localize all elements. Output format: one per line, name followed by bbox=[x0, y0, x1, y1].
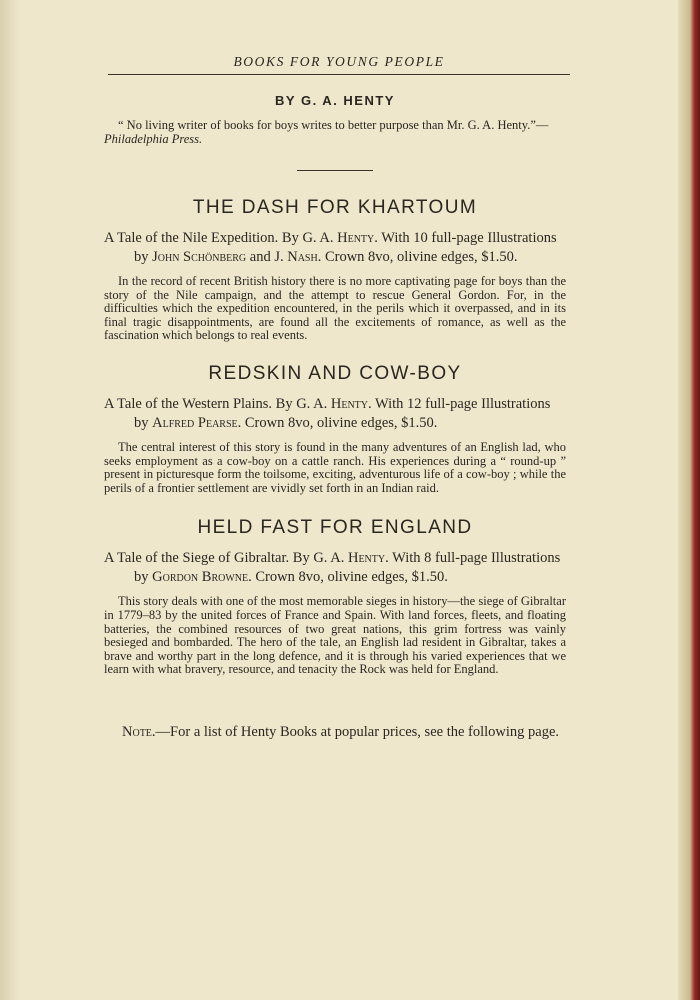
press-quote bbox=[104, 118, 566, 146]
author-name: Henty bbox=[330, 395, 368, 412]
page-gutter-shadow bbox=[0, 0, 20, 1000]
running-head: BOOKS FOR YOUNG PEOPLE bbox=[108, 54, 570, 75]
note-text: —For a list of Henty Books at popular prices, see the following page. bbox=[155, 723, 560, 740]
book-summary: In the record of recent British history there is no more captivating page for boys than the story of the Nile campaign, and the attempt to rescue General Gordon. For, in the difficulties which the expedition encountered, in the perils which it overpassed, and in its final tragic disappointments, are found all the excitements of romance, as well as the fascination which belongs to real events. bbox=[104, 274, 566, 343]
book-edge bbox=[678, 0, 700, 1000]
quote-text: “ No living writer of books for boys writes to better purpose than Mr. G. A. Henty.”— bbox=[118, 118, 549, 132]
book-title: HELD FAST FOR ENGLAND bbox=[197, 517, 473, 539]
illustrator-name: Alfred Pearse bbox=[152, 414, 238, 431]
book-description: A Tale of the Nile Expedition. By G. A. Henty. With 10 full-page Illustrations by John Schönberg and J. Nash. Crown 8vo, olivine edges, $1.50. bbox=[104, 230, 557, 265]
page-content bbox=[104, 54, 566, 742]
author-name: Henty bbox=[347, 550, 386, 567]
book-entry-held-fast-for-england bbox=[104, 517, 566, 677]
book-title: THE DASH FOR KHARTOUM bbox=[192, 197, 478, 218]
note-label: Note. bbox=[122, 723, 156, 740]
illustrator-name: Gordon Browne bbox=[152, 569, 249, 586]
book-entry-dash-for-khartoum bbox=[104, 197, 566, 343]
author-heading: BY G. A. HENTY bbox=[275, 93, 395, 108]
book-description: A Tale of the Western Plains. By G. A. Henty. With 12 full-page Illustrations by Alfred Pearse. Crown 8vo, olivine edges, $1.50. bbox=[104, 395, 551, 431]
footnote bbox=[108, 723, 566, 742]
author-name: Henty bbox=[337, 230, 375, 246]
book-summary: The central interest of this story is found in the many adventures of an English lad, who seeks employment as a cow-boy on a cattle ranch. His experiences during a “ round-up ” present in picturesque form the toilsome, exciting, adventurous life of a cow-boy ; while the perils of a frontier settlement are vividly set forth in an Indian raid. bbox=[104, 439, 566, 495]
book-description: A Tale of the Siege of Gibraltar. By G. A. Henty. With 8 full-page Illustrations by Gordon Browne. Crown 8vo, olivine edges, $1.50. bbox=[104, 550, 561, 586]
section-divider bbox=[297, 170, 373, 171]
illustrator-name: John Schönberg bbox=[152, 249, 247, 265]
book-title: REDSKIN AND COW-BOY bbox=[208, 362, 462, 384]
illustrator-name-2: J. Nash bbox=[274, 249, 318, 265]
book-summary: This story deals with one of the most memorable sieges in history—the siege of Gibraltar in 1779–83 by the united forces of France and Spain. With land forces, fleets, and floating batteries, the combined resources of two great nations, this grim fortress was vainly besieged and bombarded. The hero of the tale, an English lad resident in Gibraltar, takes a brave and worthy part in the long defence, and it is through his varied experiences that we learn with what bravery, resource, and tenacity the Rock was held for England. bbox=[104, 594, 566, 677]
book-entry-redskin-and-cow-boy bbox=[104, 363, 566, 495]
quote-source: Philadelphia Press. bbox=[104, 132, 203, 146]
